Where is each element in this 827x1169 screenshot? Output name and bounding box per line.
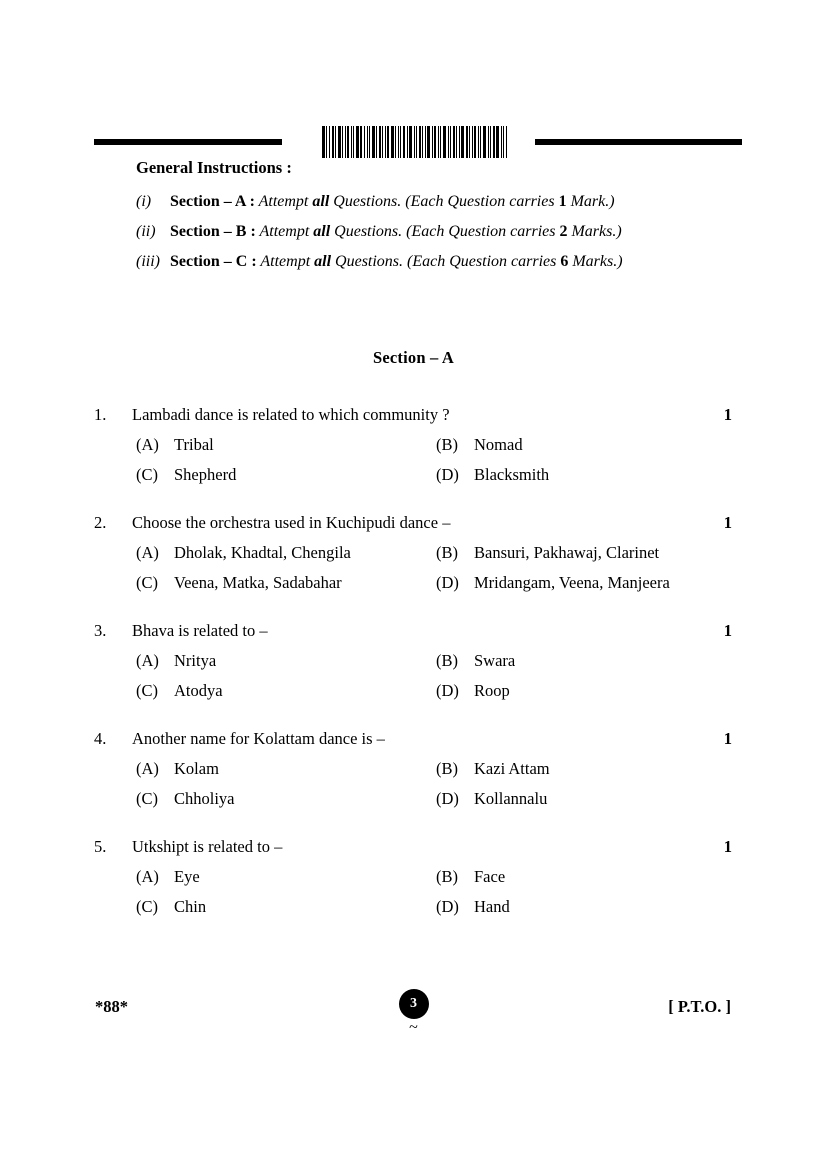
page-number-badge: 3 — [399, 989, 429, 1019]
question-line — [94, 837, 742, 857]
option-tag: (C) — [136, 789, 158, 808]
option-tag: (A) — [136, 867, 159, 886]
option-label: Hand — [474, 897, 510, 916]
header-rule-left — [94, 139, 282, 145]
option-row — [136, 651, 742, 671]
option-row — [136, 465, 742, 485]
option-row — [136, 897, 742, 917]
question-marks: 1 — [723, 837, 732, 856]
option-item[interactable] — [436, 465, 742, 485]
instruction-number: (i) — [136, 193, 152, 210]
option-item[interactable] — [136, 789, 436, 809]
questions-list — [94, 405, 742, 945]
question-line — [94, 729, 742, 749]
question-text: Another name for Kolattam dance is – — [132, 729, 385, 748]
option-item[interactable] — [436, 867, 742, 887]
instruction-section-label: Section – B : — [170, 223, 256, 240]
option-item[interactable] — [136, 867, 436, 887]
instruction-number: (ii) — [136, 223, 156, 240]
option-tag: (A) — [136, 543, 159, 562]
option-tag: (A) — [136, 759, 159, 778]
option-label: Atodya — [174, 681, 223, 700]
question-number: 1. — [94, 405, 107, 424]
option-label: Bansuri, Pakhawaj, Clarinet — [474, 543, 660, 562]
question-number: 4. — [94, 729, 107, 748]
option-item[interactable] — [136, 651, 436, 671]
option-label: Kazi Attam — [474, 759, 550, 778]
option-label: Eye — [174, 867, 200, 886]
option-item[interactable] — [136, 573, 436, 593]
option-label: Tribal — [174, 435, 214, 454]
option-row — [136, 543, 742, 563]
option-label: Chin — [174, 897, 207, 916]
instruction-mid: Questions. (Each Question carries — [335, 253, 557, 270]
option-item[interactable] — [136, 543, 436, 563]
option-item[interactable] — [136, 897, 436, 917]
section-a-heading: Section – A — [372, 348, 455, 367]
option-label: Blacksmith — [474, 465, 550, 484]
option-item[interactable] — [136, 759, 436, 779]
option-label: Roop — [474, 681, 510, 700]
option-label: Nritya — [174, 651, 217, 670]
question-marks: 1 — [723, 729, 732, 748]
question-number: 3. — [94, 621, 107, 640]
instruction-after: Mark.) — [570, 193, 615, 210]
question-line — [94, 513, 742, 533]
option-tag: (B) — [436, 543, 458, 562]
option-row — [136, 681, 742, 701]
instruction-section-label: Section – C : — [170, 253, 257, 270]
instruction-section-label: Section – A : — [170, 193, 255, 210]
option-tag: (B) — [436, 867, 458, 886]
question-text: Utkshipt is related to – — [132, 837, 283, 856]
option-item[interactable] — [436, 681, 742, 701]
instruction-number: (iii) — [136, 253, 160, 270]
instruction-all: all — [312, 193, 330, 210]
option-item[interactable] — [436, 651, 742, 671]
general-instructions-list — [136, 193, 736, 283]
instruction-all: all — [313, 223, 331, 240]
option-tag: (D) — [436, 573, 459, 592]
instruction-attempt: Attempt — [260, 253, 311, 270]
question-block — [94, 837, 742, 917]
question-number: 2. — [94, 513, 107, 532]
question-line — [94, 621, 742, 641]
option-label: Chholiya — [174, 789, 235, 808]
options-group — [136, 651, 742, 701]
instruction-after: Marks.) — [571, 223, 622, 240]
option-tag: (D) — [436, 681, 459, 700]
instruction-text — [170, 223, 622, 241]
option-tag: (C) — [136, 465, 158, 484]
instruction-text — [170, 253, 623, 271]
option-tag: (C) — [136, 573, 158, 592]
option-item[interactable] — [436, 435, 742, 455]
instruction-marks: 1 — [558, 193, 567, 210]
option-tag: (B) — [436, 759, 458, 778]
general-instructions-title: General Instructions : — [136, 158, 292, 177]
instruction-marks: 2 — [559, 223, 568, 240]
instruction-marks: 6 — [560, 253, 569, 270]
option-row — [136, 789, 742, 809]
question-text: Bhava is related to – — [132, 621, 268, 640]
barcode-header — [94, 126, 742, 160]
option-tag: (C) — [136, 681, 158, 700]
instruction-item — [136, 193, 736, 211]
question-marks: 1 — [723, 513, 732, 532]
option-tag: (C) — [136, 897, 158, 916]
option-item[interactable] — [136, 681, 436, 701]
header-rule-right — [535, 139, 742, 145]
option-tag: (B) — [436, 435, 458, 454]
option-label: Face — [474, 867, 506, 886]
barcode-icon — [322, 126, 508, 158]
footer-pto: [ P.T.O. ] — [668, 997, 731, 1016]
footer-paper-code: *88* — [95, 997, 128, 1016]
instruction-after: Marks.) — [572, 253, 623, 270]
option-label: Kollannalu — [474, 789, 548, 808]
option-label: Veena, Matka, Sadabahar — [174, 573, 342, 592]
option-tag: (A) — [136, 435, 159, 454]
option-item[interactable] — [436, 573, 742, 593]
instruction-all: all — [314, 253, 332, 270]
option-tag: (A) — [136, 651, 159, 670]
option-item[interactable] — [136, 465, 436, 485]
option-row — [136, 573, 742, 593]
question-text: Lambadi dance is related to which community ? — [132, 405, 450, 424]
option-row — [136, 867, 742, 887]
option-item[interactable] — [436, 789, 742, 809]
instruction-item — [136, 223, 736, 241]
instruction-item — [136, 253, 736, 271]
option-tag: (B) — [436, 651, 458, 670]
instruction-text — [170, 193, 615, 211]
option-item[interactable] — [436, 543, 742, 563]
option-tag: (D) — [436, 897, 459, 916]
option-item[interactable] — [136, 435, 436, 455]
option-tag: (D) — [436, 465, 459, 484]
question-number: 5. — [94, 837, 107, 856]
instruction-mid: Questions. (Each Question carries — [333, 193, 555, 210]
question-line — [94, 405, 742, 425]
option-label: Swara — [474, 651, 516, 670]
option-row — [136, 759, 742, 779]
option-label: Kolam — [174, 759, 219, 778]
question-block — [94, 405, 742, 485]
option-label: Shepherd — [174, 465, 237, 484]
instruction-attempt: Attempt — [259, 223, 310, 240]
options-group — [136, 759, 742, 809]
option-label: Mridangam, Veena, Manjeera — [474, 573, 670, 592]
question-text: Choose the orchestra used in Kuchipudi dance – — [132, 513, 451, 532]
options-group — [136, 435, 742, 485]
options-group — [136, 543, 742, 593]
instruction-mid: Questions. (Each Question carries — [334, 223, 556, 240]
question-block — [94, 621, 742, 701]
option-row — [136, 435, 742, 455]
option-label: Nomad — [474, 435, 523, 454]
question-block — [94, 513, 742, 593]
option-item[interactable] — [436, 897, 742, 917]
question-block — [94, 729, 742, 809]
instruction-attempt: Attempt — [258, 193, 309, 210]
question-marks: 1 — [723, 621, 732, 640]
option-label: Dholak, Khadtal, Chengila — [174, 543, 351, 562]
options-group — [136, 867, 742, 917]
option-item[interactable] — [436, 759, 742, 779]
page-tilde-mark: ~ — [409, 1019, 418, 1036]
question-marks: 1 — [723, 405, 732, 424]
option-tag: (D) — [436, 789, 459, 808]
